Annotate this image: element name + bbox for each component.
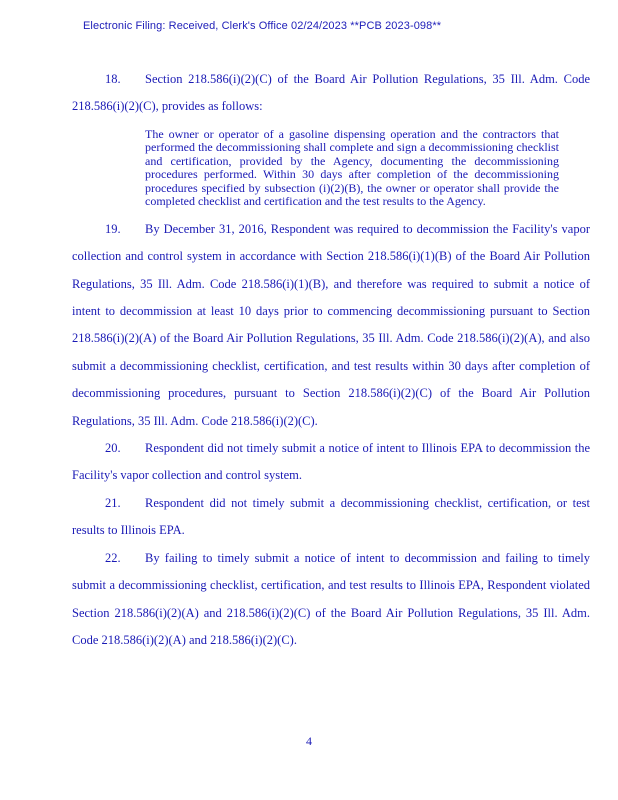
- paragraph-18-number: 18.: [105, 72, 121, 86]
- paragraph-20: [72, 435, 590, 490]
- paragraph-19-number: 19.: [105, 221, 121, 236]
- paragraph-20-number: 20.: [105, 441, 121, 456]
- paragraph-22: [72, 545, 590, 655]
- paragraph-22-number: 22.: [105, 550, 121, 565]
- paragraph-19-text: By December 31, 2016, Respondent was required to decommission the Facility's vapor collection and control system in accordance with Section 218.586(i)(1)(B) of the Board Air Pollution Regulations, 35 Ill. Adm. Code 218.586(i)(1)(B), and therefore was required to submit a notice of intent to decommission at least 10 days prior to commencing decommissioning pursuant to Section 218.586(i)(2)(A) of the Board Air Pollution Regulations, 35 Ill. Adm. Code 218.586(i)(2)(A), and also submit a decommissioning checklist, certification, and test results within 30 days after completion of decommissioning procedures, pursuant to Section 218.586(i)(2)(C) of the Board Air Pollution Regulations, 35 Ill. Adm. Code 218.586(i)(2)(C).: [72, 221, 590, 428]
- document-body: [72, 66, 590, 654]
- paragraph-21: [72, 490, 590, 545]
- paragraph-21-number: 21.: [105, 495, 121, 510]
- paragraph-22-text: By failing to timely submit a notice of intent to decommission and failing to timely submit a decommissioning checklist, certification, and test results to Illinois EPA, Respondent violated Section 218.586(i)(2)(A) and 218.586(i)(2)(C) of the Board Air Pollution Regulations, 35 Ill. Adm. Code 218.586(i)(2)(A) and 218.586(i)(2)(C).: [72, 550, 590, 647]
- electronic-filing-header: Electronic Filing: Received, Clerk's Office 02/24/2023 **PCB 2023-098**: [83, 20, 442, 32]
- paragraph-19: [72, 216, 590, 435]
- paragraph-18: [72, 66, 590, 121]
- paragraph-18-text: Section 218.586(i)(2)(C) of the Board Air Pollution Regulations, 35 Ill. Adm. Code 218.586(i)(2)(C), provides as follows:: [72, 72, 590, 114]
- paragraph-21-text: Respondent did not timely submit a decommissioning checklist, certification, or test results to Illinois EPA.: [72, 495, 590, 538]
- regulation-blockquote: The owner or operator of a gasoline dispensing operation and the contractors that performed the decommissioning shall complete and sign a decommissioning checklist and certification, provided by the Agency, documenting the decommissioning procedures performed. Within 30 days after completion of the decommissioning procedures specified by subsection (i)(2)(B), the owner or operator shall provide the completed checklist and certification and the test results to the Agency.: [145, 126, 559, 209]
- page-number: 4: [306, 734, 312, 748]
- paragraph-20-text: Respondent did not timely submit a notice of intent to Illinois EPA to decommission the Facility's vapor collection and control system.: [72, 441, 590, 483]
